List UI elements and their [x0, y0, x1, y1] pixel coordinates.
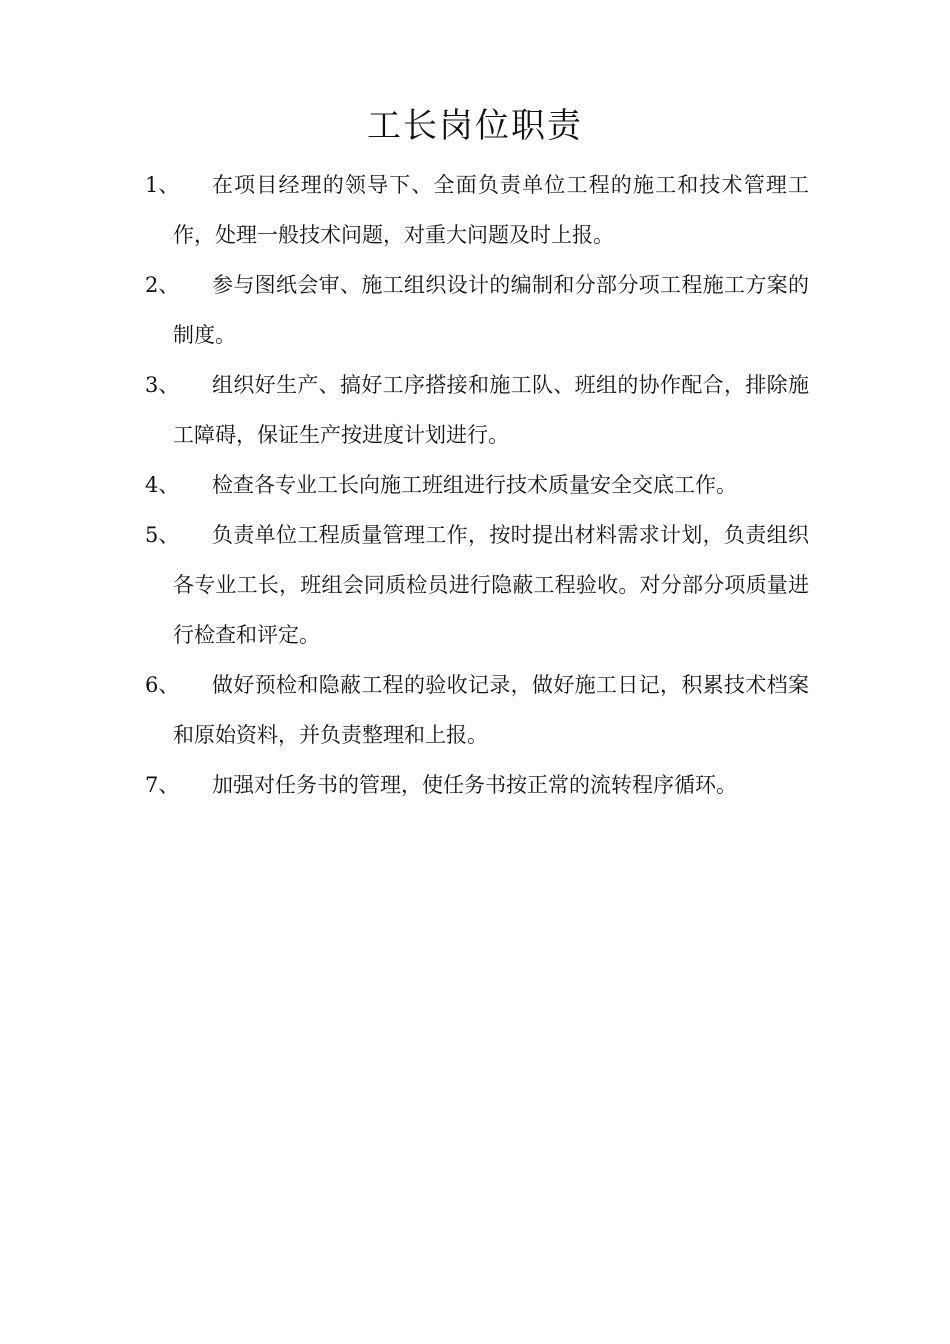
- item-text: 参与图纸会审、施工组织设计的编制和分部分项工程施工方案的制度。: [173, 273, 809, 347]
- item-number: 1、: [145, 173, 180, 197]
- item-number: 7、: [145, 773, 180, 797]
- item-number: 5、: [145, 523, 180, 547]
- item-text: 组织好生产、搞好工序搭接和施工队、班组的协作配合，排除施工障碍，保证生产按进度计划进行。: [173, 373, 809, 447]
- list-item: [145, 760, 835, 810]
- list-item: [145, 360, 835, 460]
- item-text: 负责单位工程质量管理工作，按时提出材料需求计划，负责组织各专业工长，班组会同质检员进行隐蔽工程验收。对分部分项质量进行检查和评定。: [173, 523, 809, 647]
- list-item: [145, 160, 835, 260]
- list-item: [145, 510, 835, 660]
- item-number: 4、: [145, 473, 180, 497]
- item-text: 做好预检和隐蔽工程的验收记录，做好施工日记，积累技术档案和原始资料，并负责整理和上报。: [173, 673, 809, 747]
- item-text: 在项目经理的领导下、全面负责单位工程的施工和技术管理工作，处理一般技术问题，对重大问题及时上报。: [173, 173, 809, 247]
- item-text: 检查各专业工长向施工班组进行技术质量安全交底工作。: [212, 473, 737, 497]
- list-item: [145, 460, 835, 510]
- list-item: [145, 260, 835, 360]
- item-number: 3、: [145, 373, 180, 397]
- item-number: 2、: [145, 273, 180, 297]
- item-text: 加强对任务书的管理，使任务书按正常的流转程序循环。: [212, 773, 737, 797]
- page-title: 工长岗位职责: [367, 106, 583, 146]
- item-number: 6、: [145, 673, 180, 697]
- duty-list: [145, 160, 835, 810]
- list-item: [145, 660, 835, 760]
